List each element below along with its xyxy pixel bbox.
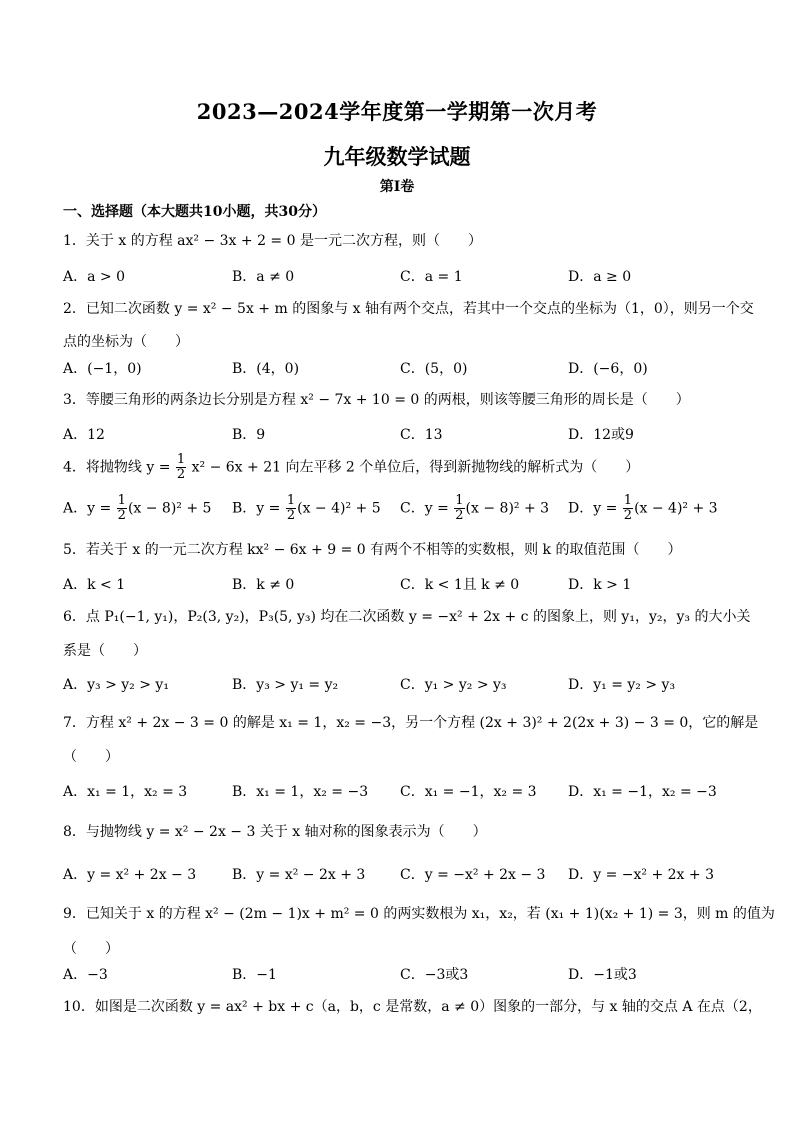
q8-option-b: B．y = x² − 2x + 3: [232, 867, 366, 883]
q7-option-c: C．x₁ = −1，x₂ = 3: [400, 784, 537, 800]
q9-option-b: B．−1: [232, 967, 277, 983]
question-7-continuation: （ ）: [63, 749, 119, 765]
question-6-continuation: 系是（ ）: [63, 643, 147, 659]
q4-stem-fraction: $\frac{1}{2}$: [176, 452, 186, 482]
exam-subtitle: 九年级数学试题: [323, 144, 471, 169]
q9-option-c: C．−3或3: [400, 967, 469, 983]
q4-option-b: B．y = $\frac{1}{2}$ (x − 4)² + 5: [232, 493, 381, 523]
q3-option-b: B．9: [232, 427, 266, 443]
q2-option-a: A．(−1，0): [63, 361, 142, 377]
question-2-stem: 2．已知二次函数 y = x² − 5x + m 的图象与 x 轴有两个交点，若其中一个交点的坐标为（1，0），则另一个交: [63, 301, 754, 317]
q1-option-a: A．a > 0: [63, 269, 125, 285]
q5-option-d: D．k > 1: [568, 577, 632, 593]
q6-option-a: A．y₃ > y₂ > y₁: [63, 677, 169, 693]
q7-option-a: A．x₁ = 1，x₂ = 3: [63, 784, 188, 800]
q3-option-c: C．13: [400, 427, 443, 443]
q9-option-d: D．−1或3: [568, 967, 637, 983]
q5-option-b: B．k ≠ 0: [232, 577, 295, 593]
q6-option-d: D．y₁ = y₂ > y₃: [568, 677, 676, 693]
q6-option-c: C．y₁ > y₂ > y₃: [400, 677, 507, 693]
q8-option-a: A．y = x² + 2x − 3: [63, 867, 197, 883]
section-heading: 一、选择题（本大题共10小题，共30分）: [63, 204, 326, 220]
question-3-stem: 3．等腰三角形的两条边长分别是方程 x² − 7x + 10 = 0 的两根，则该等腰三角形的周长是（ ）: [63, 392, 690, 408]
q5-option-a: A．k < 1: [63, 577, 126, 593]
q8-option-c: C．y = −x² + 2x − 3: [400, 867, 546, 883]
question-5-stem: 5．若关于 x 的一元二次方程 kx² − 6x + 9 = 0 有两个不相等的实数根，则 k 的取值范围（ ）: [63, 542, 682, 558]
question-6-stem: 6．点 P₁(−1, y₁)，P₂(3, y₂)，P₃(5, y₃) 均在二次函数 y = −x² + 2x + c 的图象上，则 y₁，y₂，y₃ 的大小关: [63, 609, 751, 625]
question-10-stem: 10．如图是二次函数 y = ax² + bx + c（a，b，c 是常数，a ≠ 0）图象的一部分，与 x 轴的交点 A 在点（2，: [63, 999, 762, 1015]
q4-stem-start: 4．将抛物线 y =: [63, 459, 171, 476]
question-9-stem: 9．已知关于 x 的方程 x² − (2m − 1)x + m² = 0 的两实数根为 x₁，x₂，若 (x₁ + 1)(x₂ + 1) = 3，则 m 的值为: [63, 906, 775, 922]
question-1-stem: 1．关于 x 的方程 ax² − 3x + 2 = 0 是一元二次方程，则（ ）: [63, 233, 482, 249]
q6-option-b: B．y₃ > y₁ = y₂: [232, 677, 339, 693]
q7-option-d: D．x₁ = −1，x₂ = −3: [568, 784, 717, 800]
q4-option-c: C．y = $\frac{1}{2}$ (x − 8)² + 3: [400, 493, 550, 523]
q5-option-c: C．k < 1且 k ≠ 0: [400, 577, 520, 593]
question-7-stem: 7．方程 x² + 2x − 3 = 0 的解是 x₁ = 1，x₂ = −3，另一个方程 (2x + 3)² + 2(2x + 3) − 3 = 0，它的解是: [63, 715, 759, 731]
q2-option-c: C．(5，0): [400, 361, 468, 377]
q1-option-c: C．a = 1: [400, 269, 463, 285]
q4-stem-end: x² − 6x + 21 向左平移 2 个单位后，得到新抛物线的解析式为（ ）: [191, 459, 640, 476]
exam-title: 2023—2024学年度第一学期第一次月考: [196, 99, 598, 124]
question-2-continuation: 点的坐标为（ ）: [63, 334, 189, 350]
question-4-stem: [63, 453, 639, 482]
q2-option-d: D．(−6，0): [568, 361, 648, 377]
q3-option-a: A．12: [63, 427, 105, 443]
question-9-continuation: （ ）: [63, 941, 119, 957]
question-8-stem: 8．与抛物线 y = x² − 2x − 3 关于 x 轴对称的图象表示为（ ）: [63, 824, 487, 840]
q3-option-d: D．12或9: [568, 427, 634, 443]
q1-option-d: D．a ≥ 0: [568, 269, 632, 285]
q7-option-b: B．x₁ = 1，x₂ = −3: [232, 784, 369, 800]
q4-option-a: A．y = $\frac{1}{2}$ (x − 8)² + 5: [63, 493, 212, 523]
q1-option-b: B．a ≠ 0: [232, 269, 295, 285]
q9-option-a: A．−3: [63, 967, 108, 983]
q4-option-d: D．y = $\frac{1}{2}$ (x − 4)² + 3: [568, 493, 718, 523]
q2-option-b: B．(4，0): [232, 361, 300, 377]
q8-option-d: D．y = −x² + 2x + 3: [568, 867, 714, 883]
volume-label: 第Ⅰ卷: [379, 179, 415, 195]
